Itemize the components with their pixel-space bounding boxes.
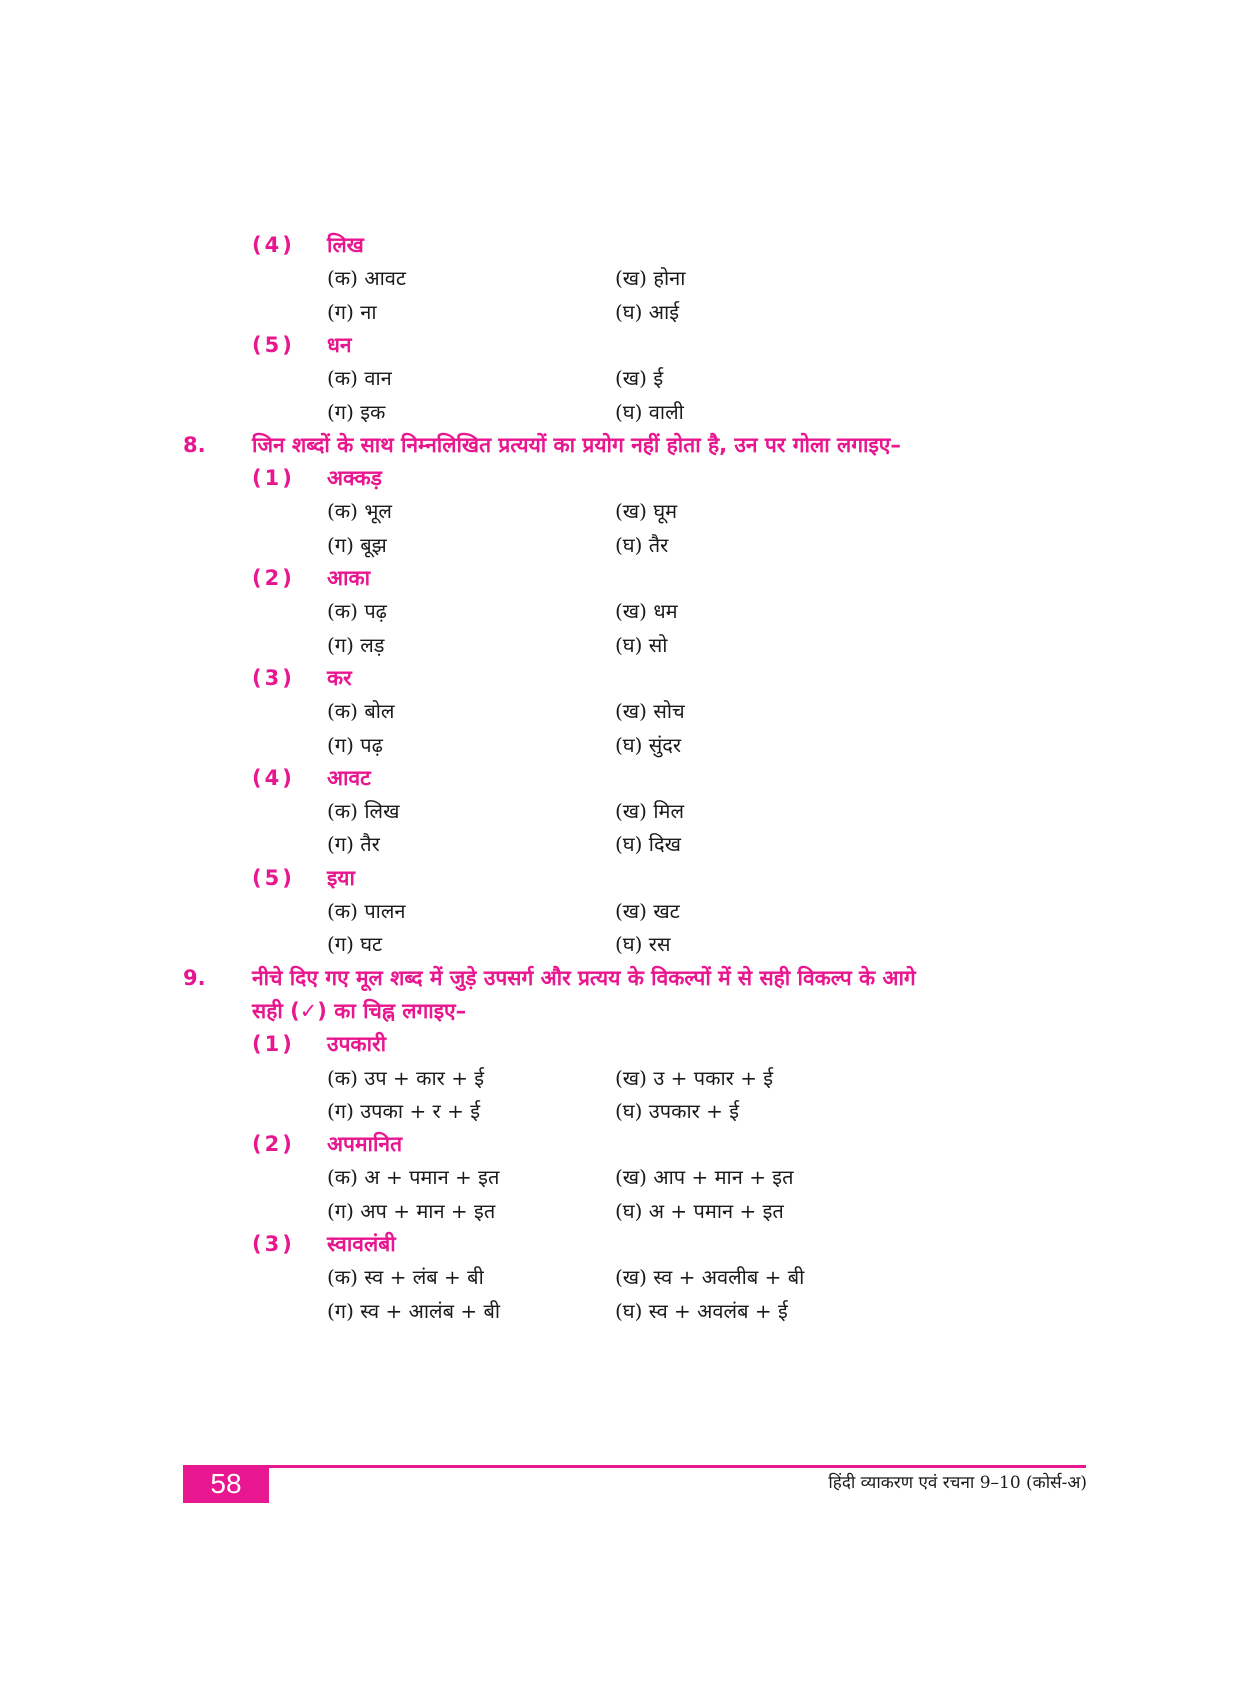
- option-left: (क) लिख: [327, 799, 400, 824]
- question-text: सही (✓) का चिह्न लगाइए–: [252, 998, 467, 1023]
- question-continuation: [0, 993, 1260, 1029]
- option-row: [0, 1060, 1260, 1096]
- option-row: [0, 926, 1260, 962]
- sub-question-word: धन: [327, 332, 352, 357]
- option-row: [0, 394, 1260, 430]
- option-row: [0, 793, 1260, 829]
- question-number: 8.: [183, 432, 206, 457]
- sub-question-word: आवट: [327, 765, 371, 790]
- option-row: [0, 893, 1260, 929]
- option-right: (घ) सो: [615, 632, 668, 657]
- option-row: [0, 627, 1260, 663]
- option-right: (ख) उ + पकार + ई: [615, 1065, 774, 1090]
- question-text: नीचे दिए गए मूल शब्द में जुड़े उपसर्ग और प्रत्यय के विकल्पों में से सही विकल्प के आगे: [252, 965, 916, 990]
- option-row: [0, 593, 1260, 629]
- sub-question-word: इया: [327, 865, 355, 890]
- option-row: [0, 360, 1260, 396]
- question: [0, 427, 1260, 463]
- option-left: (ग) लड़: [327, 632, 385, 657]
- question: [0, 960, 1260, 996]
- option-right: (घ) वाली: [615, 399, 684, 424]
- option-right: (घ) दिख: [615, 832, 681, 857]
- page-number: 58: [183, 1465, 269, 1503]
- sub-question: [0, 1026, 1260, 1062]
- sub-question: [0, 560, 1260, 596]
- sub-question-number: (5): [252, 332, 295, 357]
- sub-question-word: उपकारी: [327, 1032, 387, 1057]
- sub-question-number: (3): [252, 1232, 295, 1256]
- option-left: (क) वान: [327, 366, 392, 391]
- question-text: जिन शब्दों के साथ निम्नलिखित प्रत्ययों का प्रयोग नहीं होता है, उन पर गोला लगाइए–: [252, 432, 901, 457]
- sub-question: [0, 1226, 1260, 1262]
- question-number: 9.: [183, 965, 206, 990]
- option-left: (क) अ + पमान + इत: [327, 1165, 500, 1190]
- sub-question-word: अक्कड़: [327, 466, 382, 491]
- sub-question: [0, 227, 1260, 263]
- option-right: (घ) अ + पमान + इत: [615, 1198, 784, 1223]
- option-row: [0, 294, 1260, 330]
- sub-question-number: (4): [252, 233, 295, 257]
- sub-question-number: (4): [252, 765, 295, 790]
- sub-question-word: अपमानित: [327, 1132, 403, 1157]
- sub-question-number: (2): [252, 1132, 295, 1157]
- sub-question: [0, 460, 1260, 496]
- option-left: (ग) पढ़: [327, 732, 383, 757]
- option-row: [0, 1193, 1260, 1229]
- option-left: (क) भूल: [327, 499, 392, 524]
- option-left: (ग) तैर: [327, 832, 380, 857]
- option-right: (घ) सुंदर: [615, 732, 682, 757]
- sub-question: [0, 660, 1260, 696]
- sub-question-number: (1): [252, 1032, 295, 1057]
- book-title: हिंदी व्याकरण एवं रचना 9–10 (कोर्स-अ): [828, 1473, 1087, 1493]
- option-row: [0, 1259, 1260, 1295]
- sub-question: [0, 1126, 1260, 1162]
- option-right: (घ) रस: [615, 932, 671, 957]
- option-left: (क) स्व + लंब + बी: [327, 1265, 484, 1290]
- option-right: (ख) घूम: [615, 499, 678, 524]
- option-right: (ख) धम: [615, 599, 678, 624]
- sub-question: [0, 327, 1260, 363]
- option-right: (घ) आई: [615, 299, 680, 324]
- sub-question-number: (1): [252, 466, 295, 491]
- option-left: (क) उप + कार + ई: [327, 1065, 485, 1090]
- option-right: (ख) सोच: [615, 699, 685, 724]
- option-row: [0, 1093, 1260, 1129]
- option-row: [0, 493, 1260, 529]
- option-left: (ग) घट: [327, 932, 383, 957]
- option-left: (ग) उपका + र + ई: [327, 1098, 481, 1123]
- option-row: [0, 1293, 1260, 1329]
- option-left: (ग) इक: [327, 399, 386, 424]
- option-left: (क) बोल: [327, 699, 395, 724]
- option-right: (ख) स्व + अवलीब + बी: [615, 1265, 805, 1290]
- sub-question-number: (5): [252, 865, 295, 890]
- option-row: [0, 527, 1260, 563]
- option-row: [0, 260, 1260, 296]
- option-right: (ख) खट: [615, 899, 680, 923]
- option-row: [0, 826, 1260, 862]
- option-row: [0, 727, 1260, 763]
- option-right: (ख) आप + मान + इत: [615, 1165, 794, 1190]
- option-left: (क) आवट: [327, 266, 406, 291]
- option-right: (घ) तैर: [615, 532, 669, 557]
- option-row: [0, 693, 1260, 729]
- option-left: (ग) ना: [327, 299, 377, 324]
- option-right: (घ) उपकार + ई: [615, 1098, 740, 1123]
- option-left: (ग) अप + मान + इत: [327, 1198, 496, 1223]
- option-left: (क) पालन: [327, 899, 406, 923]
- sub-question: [0, 860, 1260, 896]
- footer-rule: [183, 1465, 1086, 1468]
- option-left: (ग) बूझ: [327, 532, 387, 557]
- option-right: (ख) होना: [615, 266, 686, 291]
- sub-question-word: आका: [327, 566, 371, 590]
- sub-question-number: (3): [252, 665, 295, 690]
- option-left: (ग) स्व + आलंब + बी: [327, 1298, 501, 1323]
- option-right: (घ) स्व + अवलंब + ई: [615, 1298, 788, 1323]
- option-right: (ख) मिल: [615, 799, 685, 824]
- sub-question-number: (2): [252, 566, 295, 590]
- sub-question-word: कर: [327, 665, 352, 690]
- option-right: (ख) ई: [615, 366, 664, 391]
- sub-question-word: स्वावलंबी: [327, 1232, 396, 1256]
- option-left: (क) पढ़: [327, 599, 387, 624]
- option-row: [0, 1159, 1260, 1195]
- sub-question-word: लिख: [327, 233, 364, 257]
- sub-question: [0, 760, 1260, 796]
